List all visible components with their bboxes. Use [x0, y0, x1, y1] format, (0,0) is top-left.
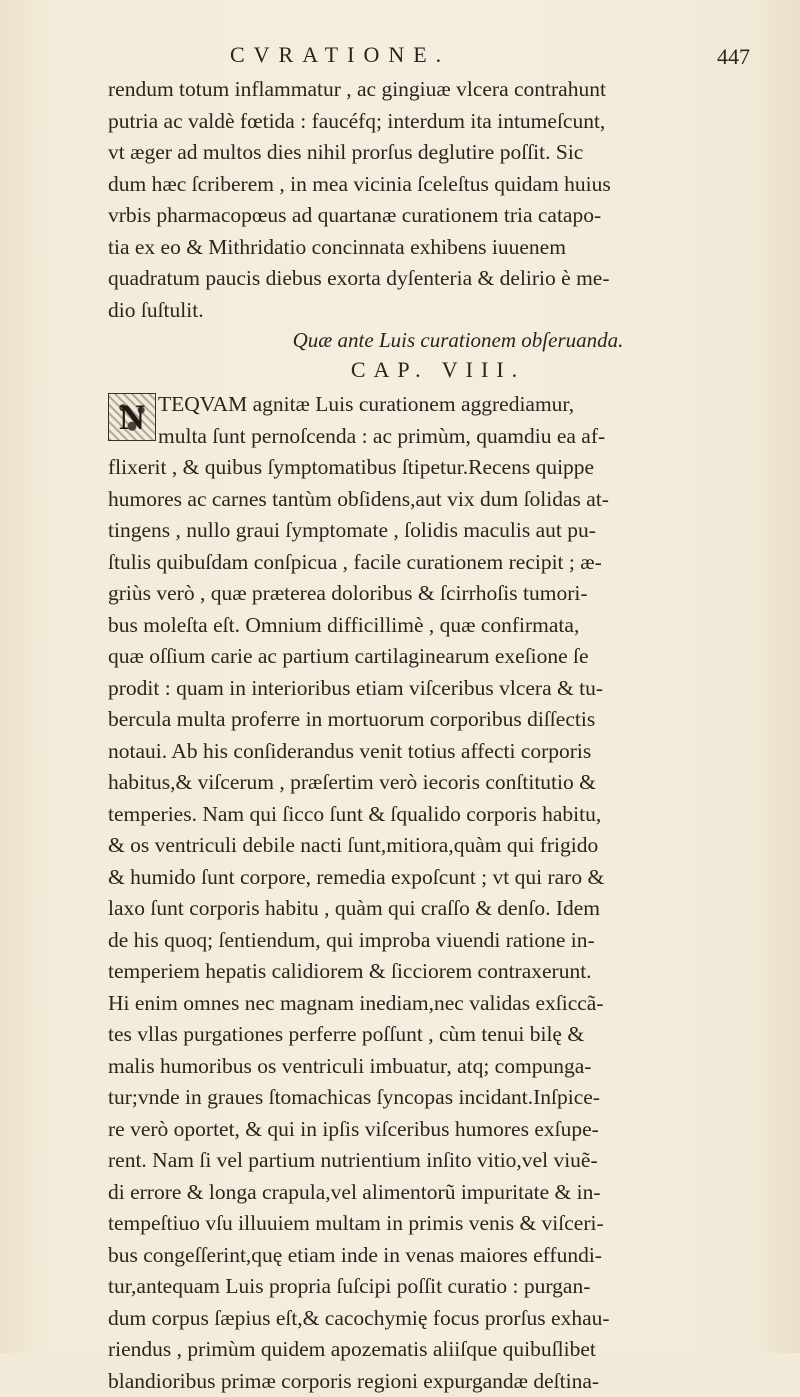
text-line: riendus , primùm quidem apozematis aliiſque quibuſlibet	[108, 1334, 768, 1366]
page-number: 447	[717, 44, 750, 70]
text-line: tur,antequam Luis propria ſuſcipi poſſit curatio : purgan-	[108, 1271, 768, 1303]
text-line: putria ac valdè fœtida : faucéfq; interdum ita intumeſcunt,	[108, 106, 768, 138]
text-line: tingens , nullo graui ſymptomate , ſolidis maculis aut pu-	[108, 515, 768, 547]
text-line: laxo ſunt corporis habitu , quàm qui craſſo & denſo. Idem	[108, 893, 768, 925]
text-line: malis humoribus os ventriculi imbuatur, atq; compunga-	[108, 1051, 768, 1083]
text-line: tur;vnde in graues ſtomachicas ſyncopas incidant.Inſpice-	[108, 1082, 768, 1114]
chapter-number: CAP. VIII.	[108, 357, 768, 383]
text-line: multa ſunt pernoſcenda : ac primùm, quamdiu ea af-	[108, 421, 768, 453]
text-line: notaui. Ab his conſiderandus venit totius affecti corporis	[108, 736, 768, 768]
text-line: dio ſuſtulit.	[108, 295, 768, 327]
decorated-initial: N	[108, 393, 156, 441]
text-line: de his quoq; ſentiendum, qui improba viuendi ratione in-	[108, 925, 768, 957]
text-line: quæ oſſium carie ac partium cartilaginearum exeſione ſe	[108, 641, 768, 673]
text-line: vt æger ad multos dies nihil prorſus deglutire poſſit. Sic	[108, 137, 768, 169]
text-line: bus moleſta eſt. Omnium difficillimè , quæ confirmata,	[108, 610, 768, 642]
text-line: tia ex eo & Mithridatio concinnata exhibens iuuenem	[108, 232, 768, 264]
text-line: temperies. Nam qui ſicco ſunt & ſqualido corporis habitu,	[108, 799, 768, 831]
paragraph-1	[108, 74, 768, 326]
chapter-title: Quæ ante Luis curationem obſeruanda.	[108, 328, 768, 353]
text-line: bus congeſſerint,quę etiam inde in venas maiores effundi-	[108, 1240, 768, 1272]
text-line: humores ac carnes tantùm obſidens,aut vix dum ſolidas at-	[108, 484, 768, 516]
text-line: re verò oportet, & qui in ipſis viſceribus humores exſupe-	[108, 1114, 768, 1146]
text-line: rendum totum inflammatur , ac gingiuæ vlcera contrahunt	[108, 74, 768, 106]
text-line: TEQVAM agnitæ Luis curationem aggrediamur,	[108, 389, 768, 421]
text-line: & os ventriculi debile nacti ſunt,mitiora,quàm qui frigido	[108, 830, 768, 862]
text-line: dum corpus ſæpius eſt,& cacochymię focus prorſus exhau-	[108, 1303, 768, 1335]
paragraph-2	[108, 389, 768, 1397]
text-line: temperiem hepatis calidiorem & ſicciorem contraxerunt.	[108, 956, 768, 988]
text-line: quadratum paucis diebus exorta dyſenteria & delirio è me-	[108, 263, 768, 295]
text-line: & humido ſunt corpore, remedia expoſcunt ; vt qui raro &	[108, 862, 768, 894]
text-line: habitus,& viſcerum , præſertim verò iecoris conſtitutio &	[108, 767, 768, 799]
text-line: dum hæc ſcriberem , in mea vicinia ſceleſtus quidam huius	[108, 169, 768, 201]
text-line: vrbis pharmacopœus ad quartanæ curationem tria catapo-	[108, 200, 768, 232]
running-title: CVRATIONE.	[230, 42, 450, 68]
text-line: flixerit , & quibus ſymptomatibus ſtipetur.Recens quippe	[108, 452, 768, 484]
text-line: rent. Nam ſi vel partium nutrientium inſito vitio,vel viuẽ-	[108, 1145, 768, 1177]
text-line: prodit : quam in interioribus etiam viſceribus vlcera & tu-	[108, 673, 768, 705]
text-line: tes vllas purgationes perferre poſſunt , cùm tenui bilę &	[108, 1019, 768, 1051]
text-line: griùs verò , quæ præterea doloribus & ſcirrhoſis tumori-	[108, 578, 768, 610]
text-line: blandioribus primæ corporis regioni expurgandæ deſtina-	[108, 1366, 768, 1397]
text-line: bercula multa proferre in mortuorum corporibus diſſectis	[108, 704, 768, 736]
text-line: di errore & longa crapula,vel alimentorũ impuritate & in-	[108, 1177, 768, 1209]
text-line: Hi enim omnes nec magnam inediam,nec validas exſiccã-	[108, 988, 768, 1020]
text-line: ſtulis quibuſdam conſpicua , facile curationem recipit ; æ-	[108, 547, 768, 579]
page-header	[110, 40, 750, 74]
text-line: tempeſtiuo vſu illuuiem multam in primis venis & viſceri-	[108, 1208, 768, 1240]
